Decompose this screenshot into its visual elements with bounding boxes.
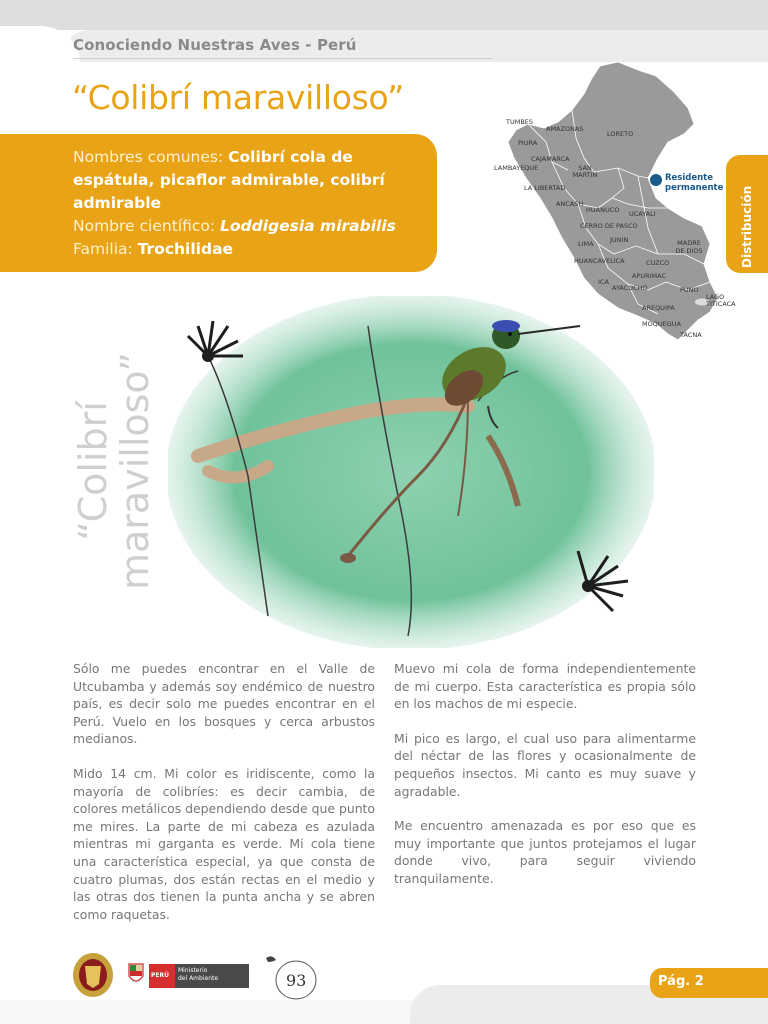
flower-top-left <box>188 321 243 362</box>
map-legend: Residente permanente <box>665 173 724 193</box>
header-band-cut <box>0 26 80 66</box>
header-band <box>0 0 768 30</box>
page-title: “Colibrí maravilloso” <box>72 78 405 117</box>
map-label-apurimac: APURIMAC <box>632 272 667 280</box>
map-label-cuzco: CUZCO <box>646 259 670 267</box>
ministry-line2: del Ambiente <box>178 975 219 982</box>
map-label-san-martin: SAN MARTIN <box>572 164 598 179</box>
map-label-madre-de-dios: MADRE DE DIOS <box>675 239 703 255</box>
body-paragraph: Mido 14 cm. Mi color es iridiscente, como la mayoría de colibríes: es decir cambia, de colores metálicos dependiendo desde que punto me mires. La parte de mi cabeza es azulada mientras mi garganta es verde. Mi cola tiene una característica especial, ya que consta de cuatro plumas, dos están rectas en el medio y las otras dos tienen la punta ancha y se abren como raquetas. <box>73 765 375 922</box>
family <box>73 238 419 261</box>
footer-band-cut <box>0 1000 420 1024</box>
common-names-value: Colibrí cola de espátula, picaflor admirable, colibrí admirable <box>73 148 385 212</box>
body-column-left <box>73 660 375 940</box>
university-seal-logo <box>72 952 114 998</box>
common-names-label: Nombres comunes: <box>73 148 224 166</box>
map-label-junin: JUNIN <box>610 236 629 244</box>
map-label-ucayali: UCAYALI <box>629 210 656 218</box>
ministry-line1: Ministerio <box>178 967 208 974</box>
map-label-la-libertad: LA LIBERTAD <box>524 184 566 192</box>
vertical-title <box>72 352 156 590</box>
ministry-name <box>178 967 218 983</box>
common-names <box>73 146 419 215</box>
ministry-country: PERÚ <box>149 964 175 988</box>
family-value: Trochilidae <box>137 240 234 258</box>
header-rule <box>73 58 493 59</box>
map-label-arequipa: AREQUIPA <box>642 304 675 312</box>
tail-racket-icon <box>340 553 356 563</box>
vertical-title-line2: maravilloso” <box>113 351 157 590</box>
resident-marker-icon <box>650 174 662 186</box>
body-column-right <box>394 660 696 905</box>
map-label-amazonas: AMAZONAS <box>546 125 584 133</box>
family-label: Familia: <box>73 240 133 258</box>
bird-icon <box>266 956 276 962</box>
peru-coat-of-arms-logo <box>127 962 145 986</box>
vertical-title-line1: “Colibrí <box>71 401 115 541</box>
body-paragraph: Mi pico es largo, el cual uso para alimentarme del néctar de las flores y ocasionalmente de pequeños insectos. Mi canto es muy suave y agradable. <box>394 730 696 799</box>
map-label-lambayeque: LAMBAYEQUE <box>494 164 539 172</box>
page-number: Pág. 2 <box>658 974 704 989</box>
map-label-ica: ICA <box>598 278 609 286</box>
map-label-tumbes: TUMBES <box>506 118 534 126</box>
scientific-name <box>73 215 419 238</box>
map-label-cerro-de-pasco: CERRO DE PASCO <box>580 222 638 230</box>
map-label-ayacucho: AYACUCHO <box>612 284 648 292</box>
scientific-name-label: Nombre científico: <box>73 217 216 235</box>
anniversary-number: 93 <box>286 971 307 990</box>
map-label-lago-titicaca: LAGO TITICACA <box>706 293 736 308</box>
map-label-huancavelica: HUANCAVELICA <box>574 257 625 265</box>
map-label-loreto: LORETO <box>607 130 634 138</box>
map-label-cajamarca: CAJAMARCA <box>531 155 570 163</box>
body-paragraph: Muevo mi cola de forma independientemente de mi cuerpo. Esta característica es propia sólo en los machos de mi especie. <box>394 661 696 712</box>
series-title: Conociendo Nuestras Aves - Perú <box>73 36 357 54</box>
species-info-box <box>0 134 437 272</box>
map-label-piura: PIURA <box>518 139 538 147</box>
map-label-tacna: TACNA <box>680 331 702 339</box>
body-paragraph: Me encuentro amenazada es por eso que es muy importante que juntos protejamos el lugar donde vivo, para seguir viviendo tranquilamente. <box>394 818 696 886</box>
map-label-lima: LIMA <box>578 240 594 248</box>
map-label-puno: PUNO <box>680 286 699 294</box>
map-label-ancash: ANCASH <box>556 200 584 208</box>
body-paragraph: Sólo me puedes encontrar en el Valle de Utcubamba y además soy endémico de nuestro país, es decir solo me puedes encontrar en el Perú. Vuelo en los bosques y cerca arbustos medianos. <box>73 661 375 747</box>
scientific-name-value: Loddigesia mirabilis <box>220 217 396 235</box>
hummingbird-illustration <box>168 296 654 648</box>
map-label-moquegua: MOQUEGUA <box>642 320 681 328</box>
anniversary-logo <box>262 950 320 1002</box>
map-label-huanuco: HUANUCO <box>586 206 620 214</box>
distribution-tab-label: Distribución <box>740 185 754 268</box>
